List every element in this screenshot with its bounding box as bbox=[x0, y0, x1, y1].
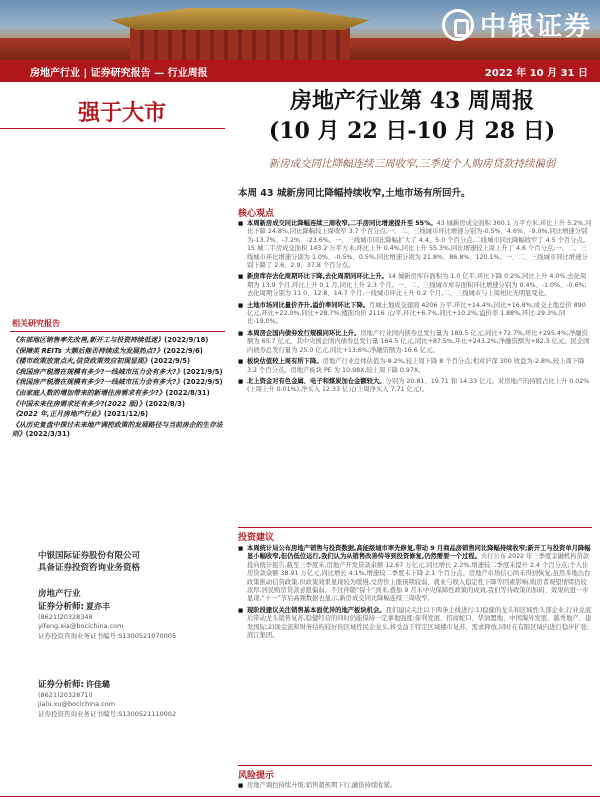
bullet-body: 分别为 20.81、19.71 和 14.33 亿元。对房地产的持股占比上升 0.02%(上周上升 0.01%),净买入 12.33 亿元(上周净买入 7.71 亿元)。 bbox=[247, 377, 590, 394]
palace-roof-graphic bbox=[110, 8, 370, 30]
related-report-date: (2021/9/5) bbox=[183, 367, 223, 376]
related-report-link[interactable] bbox=[12, 368, 226, 378]
related-research-heading: 相关研究报告 bbox=[12, 319, 60, 328]
related-report-title: 《保障类 REITs 大额后能否持续成为发展热点?》 bbox=[12, 346, 164, 355]
bullet-item bbox=[238, 358, 592, 375]
related-report-title: 《我国房产税潜在规模有多少?一线城市压力会有多大?》 bbox=[12, 367, 184, 376]
related-report-date: (2022/8/3) bbox=[145, 399, 185, 408]
related-report-date: (2022/3/31) bbox=[25, 430, 70, 439]
related-report-title: 《2022 年,正月房地产行业》 bbox=[12, 410, 104, 419]
related-report-link[interactable] bbox=[12, 410, 226, 420]
core-views-list bbox=[238, 220, 592, 398]
rating-divider bbox=[0, 128, 225, 129]
related-report-date: (2022/9/5) bbox=[183, 378, 223, 387]
analyst-email[interactable]: yifeng.xia@bocichina.com bbox=[38, 622, 124, 630]
related-divider bbox=[10, 331, 225, 332]
summary-sentence: 本周 43 城新房同比降幅持续收窄,土地市场有所回升。 bbox=[238, 188, 471, 199]
bullet-body: 房地产调控持续升级;销售超预期下行;融资持续收紧。 bbox=[247, 782, 397, 789]
related-report-title: 《从历史复盘中探讨未来地产调控政策的发展路径与当前房企的生存法则》 bbox=[12, 420, 223, 439]
section-divider bbox=[238, 527, 592, 528]
bullet-item bbox=[238, 607, 592, 641]
bullet-body: 43 城新房成交面积 360.1 万平方米,环比上升 5.2%,同比下降 24.8%,同比降幅较上周收窄 3.7 个百分点;一、二、三线城市环比增速分别为-0.5%、4.6%、-9.0%,同比增速分别为-13.7%、-7.2%、-23.6%。一、三线城市同比降幅扩大了 4.4、5.0 个百分点,二线城市同比降幅收窄了 4.5 个百分点。15 城二手房成交面积 143.2 万平方米,环比上升 0.4%,同比上升 55.3%,同比增速较上周上升了 4.6 个百分点;一、二、三线城市环比增速分别为 1.0%、-0.5%、0.5%,同比增速分别为 21.8%、86.8%、120.1%。一、二、三线城市同比增速分别下降了 2.6、2.9、37.8 个百分点。 bbox=[247, 220, 592, 270]
related-report-date: (2022/8/31) bbox=[165, 388, 210, 397]
report-title bbox=[232, 86, 592, 146]
analyst-email[interactable]: jialu.xu@bocichina.com bbox=[38, 700, 116, 708]
related-report-date: (2022/9/6) bbox=[163, 346, 203, 355]
bullet-item bbox=[238, 545, 592, 604]
related-report-link[interactable] bbox=[12, 421, 226, 440]
bullet-lead: 本周新房成交同比降幅连续三周收窄,二手房同比增速提升至 55%。 bbox=[247, 220, 437, 227]
bank-logo-icon bbox=[442, 9, 474, 41]
analyst-role: 证券分析师: bbox=[38, 680, 84, 690]
risk-list bbox=[238, 782, 592, 793]
bullet-lead: 本周房企国内债券发行规模同环比上升。 bbox=[247, 329, 361, 337]
analyst-name: 夏亦丰 bbox=[85, 602, 110, 611]
related-report-date: (2021/12/6) bbox=[103, 410, 149, 419]
bullet-body: 我们建议关注以下两条主线进行:1)稳健的龙头和区域性头部企业,行业兑底后带动龙头销售复苏,稳健经营的同时仍能保持一定拿地强度:保利发展、招商蛇口、华润置地、中国海外发展、越秀地产、建发国际;2)现金流和财务结构较好的区域性民企龙头,将受益于特定区域楼市复苏、需求释放,同时在有限区域内进行稳步扩张:滨江集团。 bbox=[247, 606, 592, 640]
bullet-lead: 板块估值较上周有所下降。 bbox=[247, 358, 323, 366]
bullet-body: 14 城新房库存面积为 1.0 亿平,环比下降 0.2%,同比上升 4.0%,去化周期为 13.9 个月,环比上升 0.1 月,同比上升 2.3 个月。一、二、三线城市库存面积环比增速分别为 0.4%、-1.0%、-0.6%;去化周期分别为 11.0、12.8、14.7 个月,一线城市环比上升 0.2 个月,二、三线城市与上周相比无明显变化。 bbox=[247, 273, 587, 298]
section-divider bbox=[238, 765, 592, 766]
company-logo bbox=[442, 6, 592, 43]
related-report-link[interactable] bbox=[12, 336, 226, 346]
analyst-phone: (8621)20328710 bbox=[38, 690, 93, 699]
bullet-item bbox=[238, 782, 592, 790]
palace-hall-graphic bbox=[130, 28, 350, 60]
bullet-item bbox=[238, 302, 592, 327]
bullet-lead: 土地市场同比量价齐升,溢价率同环比下降。 bbox=[247, 301, 370, 309]
bullet-item bbox=[238, 273, 592, 298]
title-line-2: (10 月 22 日-10 月 28 日) bbox=[268, 118, 556, 144]
related-report-title: 《楼市政策放宽点火,信贷政策效应初现显现》 bbox=[12, 357, 151, 366]
core-views-heading: 核心观点 bbox=[238, 209, 275, 219]
bullet-lead: 新房库存去化周期环比下降,去化周期同环比上升。 bbox=[247, 273, 388, 281]
title-line-1: 房地产行业第 43 周周报 bbox=[290, 88, 534, 114]
related-report-date: (2022/9/18) bbox=[164, 336, 209, 344]
report-subtitle: 新房成交同比降幅连续三周收窄,三季度个人购房贷款持续偏弱 bbox=[268, 158, 556, 170]
org-name: 中银国际证券股份有限公司 bbox=[38, 551, 141, 561]
analyst-2 bbox=[38, 680, 228, 719]
bullet-lead: 北上资金对有色金属、电子和煤炭加仓金额较大。 bbox=[247, 377, 386, 385]
analyst-cert: 证券投资咨询业务证书编号:S1300521070005 bbox=[38, 631, 177, 640]
related-report-link[interactable] bbox=[12, 389, 226, 399]
bullet-body: 房地产行业总体估值为-8.2%,较上周下降 8 个百分点;相对沪深 300 收益为-2.8%,较上周下降 3.2 个百分点。房地产板块 PE 为 10.98X,较上周下降 0.97X。 bbox=[247, 358, 585, 374]
analyst-role: 证券分析师: bbox=[38, 602, 84, 612]
bullet-body: 百城土地成交建面 4206 万平,环比+14.4%,同比+16.8%;成交土地总价 890 亿元,环比+22.0%,同比+28.7%;楼面均价 2116 元/平,环比+6.7%,同比+10.2%;溢价率 1.88%,环比-29.3%,同比-19.0%。 bbox=[247, 301, 586, 326]
logo-text: 中银证券 bbox=[479, 12, 592, 42]
analyst-name: 许佳璐 bbox=[85, 680, 110, 689]
bullet-item bbox=[238, 330, 592, 355]
report-date: 2022 年 10 月 31 日 bbox=[484, 67, 588, 79]
related-report-title: 《东部地区销售率先改善,新开工与投资持续低迷》 bbox=[12, 336, 165, 344]
industry-rating: 强于大市 bbox=[78, 100, 167, 126]
related-report-title: 《由家庭人数的增加带来的新增住房需求有多少?》 bbox=[12, 388, 166, 397]
analyst-cert: 证券投资咨询业务证书编号:S1300521110002 bbox=[38, 709, 177, 718]
bullet-body: 房地产行业国内债券总发行量为 189.5 亿元,同比+72.7%,环比+295.4%;净融资额为 65.7 亿元。其中央国企国内债券总发行量 164.5 亿元,同比+87.5%,环比+243.2%;净融资额为+82.3 亿元。民企国内债券总发行量为 25.0 亿元,同比+13.6%;净融资额为-16.6 亿元。 bbox=[247, 329, 590, 354]
risk-heading: 风险提示 bbox=[238, 771, 275, 781]
investment-advice-list bbox=[238, 545, 592, 643]
organization-block bbox=[38, 550, 228, 600]
bullet-item bbox=[238, 378, 592, 395]
org-department: 房地产行业 bbox=[38, 589, 81, 599]
analyst-phone: (8621)20328348 bbox=[38, 612, 93, 621]
related-report-link[interactable] bbox=[12, 378, 226, 388]
related-research-list bbox=[12, 336, 226, 441]
footer-divider bbox=[0, 796, 600, 797]
investment-advice-heading: 投资建议 bbox=[238, 533, 275, 543]
related-report-title: 《我国房产税潜在规模有多少?一线城市压力会有多大?》 bbox=[12, 378, 184, 387]
header-banner bbox=[0, 0, 600, 60]
report-category: 房地产行业 | 证券研究报告 — 行业周报 bbox=[30, 67, 208, 79]
bullet-lead: 本周统计局公布房地产销售与投资数据,高能级城市率先修复,带动 9 月商品房销售同比降幅持续收窄;新开工与投资单月降幅显小幅收窄,但仍低位运行,我们认为从销售改善传导到投资修复,仍然需要一个过程。 bbox=[247, 545, 591, 561]
related-report-link[interactable] bbox=[12, 400, 226, 410]
related-report-link[interactable] bbox=[12, 347, 226, 357]
bullet-lead: 现阶段建议关注销售基本面优异的地产板块机会。 bbox=[247, 606, 386, 614]
bullet-body: 央行公布 2022 年三季度金融机构贷款投向统计报告,截至三季度末,房地产开发贷款余额 12.67 万亿元,同比增长 2.2%,增速较二季度末提升 2.4 个百分点;个人住房贷款余额 38.91 万亿元,同比增长 4.1%,增速较二季度末下降 2.1 个百分点。房地产市场信心尚未得到恢复,虽然多地出台政策推动信贷政策,但政策效果显现较为缓慢,受房价上涨预期较弱、就业与收入稳定性下降等因素影响,购房者观望情绪仍较浓厚,居民购房贷款意愿偏弱。不过伴随“保十”到来,叠加 9 月末中央保障性政策的成效,我们等待政策的加码、效果的进一步显现,“十一”节后高频数据也显示,新房成交同比降幅连续三周收窄。 bbox=[247, 553, 591, 603]
org-qualification: 具备证券投资咨询业务资格 bbox=[38, 563, 141, 573]
bullet-item bbox=[238, 220, 592, 270]
related-report-link[interactable] bbox=[12, 357, 226, 367]
category-bar bbox=[0, 60, 600, 82]
related-report-date: (2022/9/5) bbox=[150, 357, 191, 366]
analyst-1 bbox=[38, 602, 228, 641]
related-report-title: 《中国未来住房需求还有多少?(2022 版)》 bbox=[12, 399, 146, 408]
